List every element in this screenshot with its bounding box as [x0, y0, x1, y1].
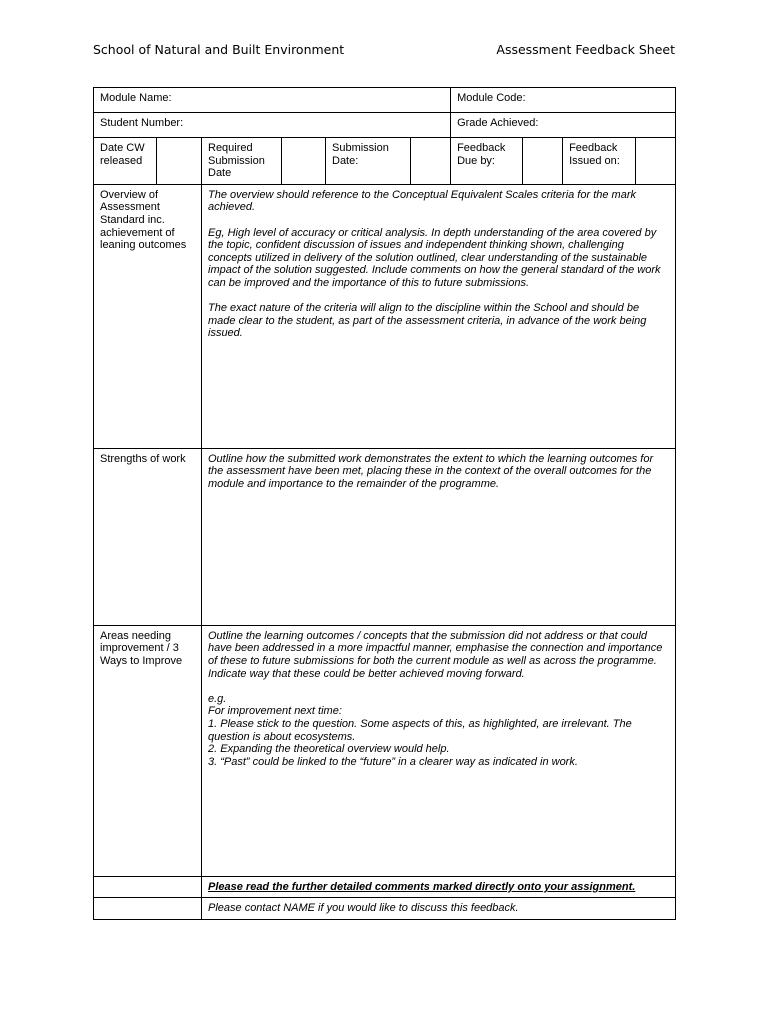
feedback-form-table: [93, 87, 676, 920]
submission-date-label: Submission Date:: [326, 138, 411, 185]
overview-paragraph-1: The overview should reference to the Conceptual Equivalent Scales criteria for the mark achieved.: [208, 188, 636, 214]
strengths-paragraph-1: Outline how the submitted work demonstrates the extent to which the learning outcomes for the assessment have been met, placing these in the context of the overall outcomes for the module and importance to the remainder of the programme.: [208, 452, 654, 490]
required-submission-date-value[interactable]: [282, 138, 326, 185]
strengths-row: [94, 448, 676, 625]
module-name-field[interactable]: Module Name:: [94, 88, 451, 113]
overview-label: Overview of Assessment Standard inc. achievement of leaning outcomes: [94, 184, 202, 448]
overview-text[interactable]: [202, 184, 676, 448]
areas-text[interactable]: [202, 625, 676, 876]
areas-paragraph-2: e.g. For improvement next time: 1. Please stick to the question. Some aspects of this, as highlighted, are irrelevant. The question is about ecosystems. 2. Expanding the theoretical overview would help. 3. “Past” could be linked to the “future” in a clearer way as indicated in work.: [208, 692, 632, 768]
footer-note-blank: [94, 876, 202, 898]
student-row: [94, 113, 676, 138]
areas-row: [94, 625, 676, 876]
areas-paragraph-1: Outline the learning outcomes / concepts that the submission did not address or that could have been addressed in a more impactful manner, emphasise the connection and importance of these to future submissions for both the current module as well as across the programme. Indicate way that these could be better achieved moving forward.: [208, 629, 663, 680]
dates-row: [94, 138, 676, 185]
date-cw-released-label: Date CW released: [94, 138, 157, 185]
module-row: [94, 88, 676, 113]
required-submission-date-label: Required Submission Date: [202, 138, 282, 185]
footer-contact-blank: [94, 898, 202, 920]
submission-date-value[interactable]: [411, 138, 451, 185]
areas-label: Areas needing improvement / 3 Ways to Improve: [94, 625, 202, 876]
overview-row: [94, 184, 676, 448]
feedback-due-by-value[interactable]: [523, 138, 563, 185]
grade-achieved-field[interactable]: Grade Achieved:: [451, 113, 676, 138]
module-code-field[interactable]: Module Code:: [451, 88, 676, 113]
footer-contact: Please contact NAME if you would like to discuss this feedback.: [202, 898, 676, 920]
feedback-issued-on-value[interactable]: [636, 138, 676, 185]
sheet-title: Assessment Feedback Sheet: [496, 42, 675, 57]
strengths-text[interactable]: [202, 448, 676, 625]
overview-paragraph-2: Eg, High level of accuracy or critical analysis. In depth understanding of the area covered by the topic, confident discussion of issues and independent thinking shown, challenging concepts utilized in delivery of the solution outlined, clear understanding of the sustainable impact of the solution suggested. Include comments on how the general standard of the work can be improved and the importance of this to future submissions.: [208, 226, 661, 289]
school-name: School of Natural and Built Environment: [93, 42, 345, 57]
date-cw-released-value[interactable]: [157, 138, 202, 185]
overview-paragraph-3: The exact nature of the criteria will align to the discipline within the School and should be made clear to the student, as part of the assessment criteria, in advance of the work being issued.: [208, 302, 647, 340]
footer-note-row: [94, 876, 676, 898]
strengths-label: Strengths of work: [94, 448, 202, 625]
feedback-issued-on-label: Feedback Issued on:: [563, 138, 636, 185]
feedback-due-by-label: Feedback Due by:: [451, 138, 523, 185]
footer-contact-row: [94, 898, 676, 920]
student-number-field[interactable]: Student Number:: [94, 113, 451, 138]
footer-note: Please read the further detailed comments marked directly onto your assignment.: [202, 876, 676, 898]
